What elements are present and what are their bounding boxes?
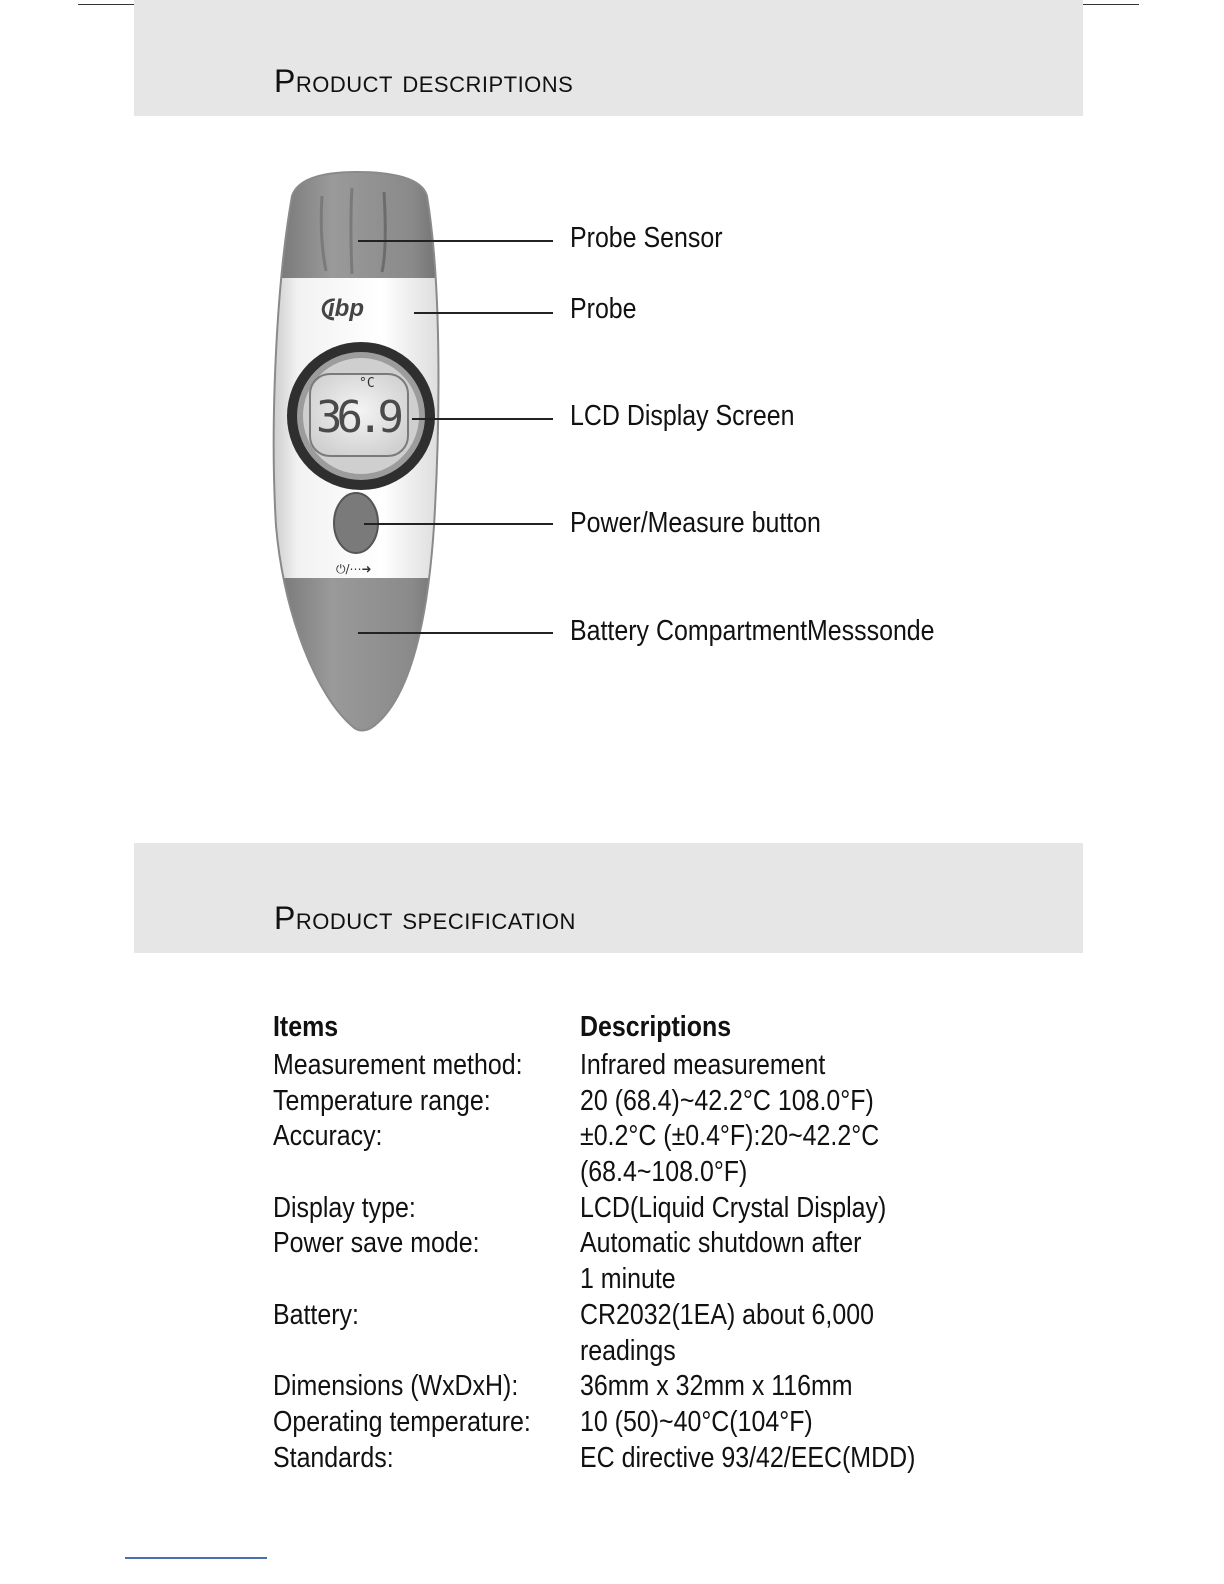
descriptions-header-band [134,0,1083,116]
top-rule-left [78,4,134,5]
spec-value: EC directive 93/42/EEC(MDD) [580,1442,916,1474]
spec-value: Automatic shutdown after [580,1227,862,1259]
spec-value: 36mm x 32mm x 116mm [580,1370,853,1402]
spec-label: Battery: [273,1299,359,1331]
descriptions-title: Product descriptions [274,63,574,99]
spec-label: Display type: [273,1192,416,1224]
lcd-unit: °C [359,376,375,391]
spec-label: Measurement method: [273,1049,523,1081]
leader-line-battery [358,632,553,634]
spec-value: CR2032(1EA) about 6,000 [580,1299,874,1331]
specification-header-band [134,843,1083,953]
footer-rule [125,1557,267,1559]
callout-probe-sensor: Probe Sensor [570,222,723,254]
spec-row-temperature-range [273,1083,973,1119]
spec-label: Standards: [273,1442,394,1474]
spec-label: Dimensions (WxDxH): [273,1370,519,1402]
thermometer-illustration [262,166,462,736]
spec-header-descriptions: Descriptions [580,1011,732,1043]
ibp-logo: ibp [328,295,364,322]
spec-value-continued: (68.4~108.0°F) [580,1156,748,1188]
spec-value: LCD(Liquid Crystal Display) [580,1192,887,1224]
spec-row-battery [273,1297,973,1369]
callout-probe: Probe [570,293,637,325]
spec-row-standards [273,1440,973,1476]
leader-line-probe [414,312,553,314]
specification-title: Product specification [274,900,576,936]
leader-line-button [364,523,553,525]
callout-lcd-display-screen: LCD Display Screen [570,400,795,432]
spec-value: 10 (50)~40°C(104°F) [580,1406,813,1438]
spec-row-operating-temperature [273,1404,973,1440]
spec-row-power-save-mode [273,1225,973,1297]
leader-line-lcd [412,418,553,420]
spec-value-continued: readings [580,1335,676,1367]
spec-value-continued: 1 minute [580,1263,676,1295]
lcd-reading: 36.9 [316,392,404,443]
top-rule-right [1083,4,1139,5]
button-symbol: ⏻/⋯➜ [336,562,372,576]
spec-value: ±0.2°C (±0.4°F):20~42.2°C [580,1120,880,1152]
spec-label: Power save mode: [273,1227,480,1259]
spec-value: 20 (68.4)~42.2°C 108.0°F) [580,1085,874,1117]
spec-row-measurement-method [273,1047,973,1083]
leader-line-probe-sensor [358,240,553,242]
callout-power-measure-button: Power/Measure button [570,507,821,539]
spec-label: Operating temperature: [273,1406,531,1438]
callout-battery-compartment: Battery CompartmentMesssonde [570,615,935,647]
spec-row-accuracy [273,1118,973,1190]
spec-label: Accuracy: [273,1120,383,1152]
spec-header-items: Items [273,1011,339,1043]
spec-label: Temperature range: [273,1085,491,1117]
spec-row-dimensions [273,1368,973,1404]
spec-value: Infrared measurement [580,1049,826,1081]
spec-row-display-type [273,1190,973,1226]
